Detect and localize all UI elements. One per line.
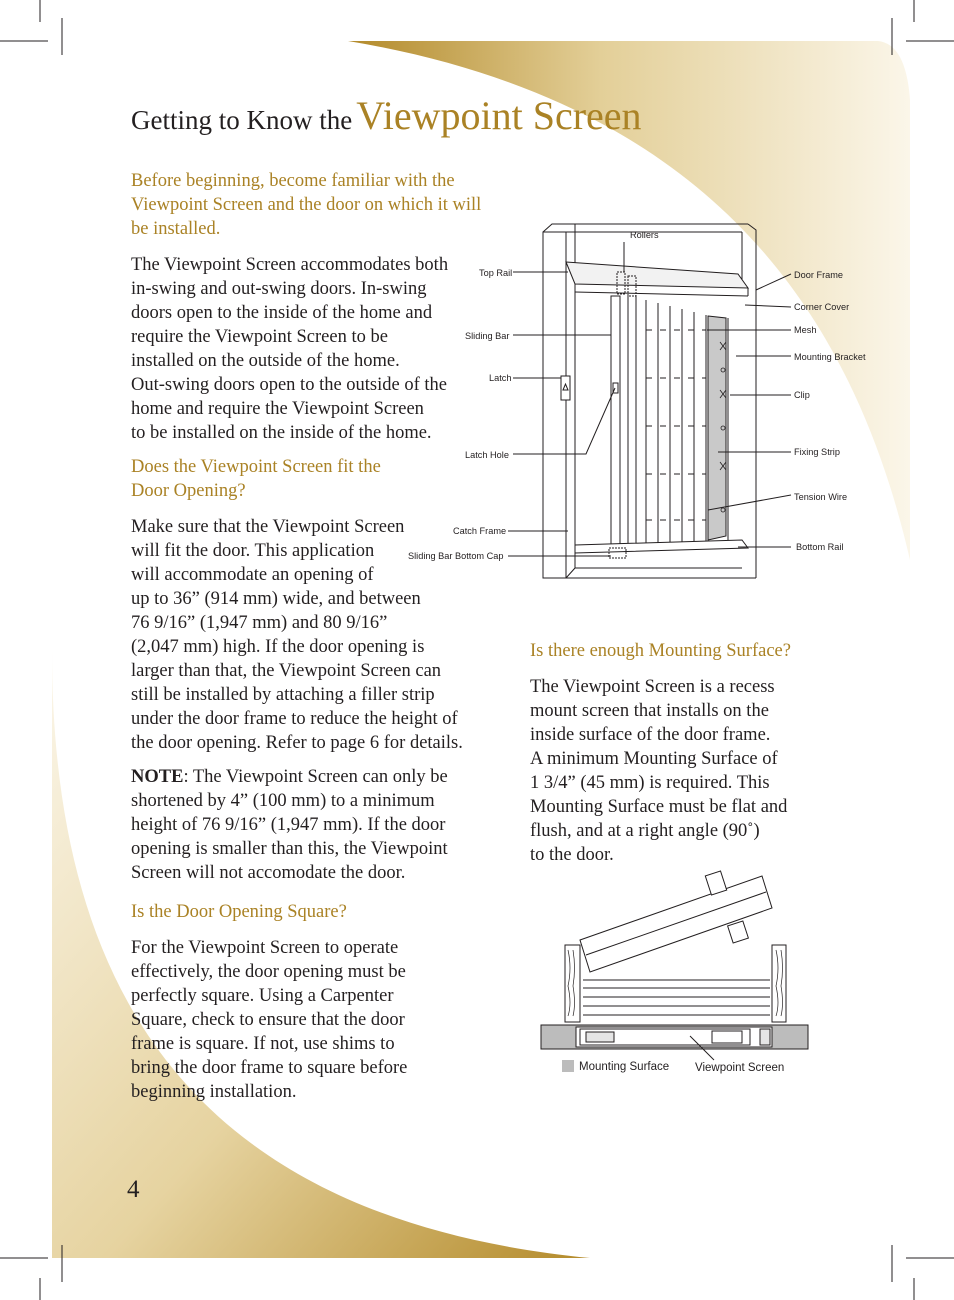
text-line: perfectly square. Using a Carpenter xyxy=(131,986,394,1006)
text-line: doors open to the inside of the home and xyxy=(131,303,433,323)
label-viewpoint-screen: Viewpoint Screen xyxy=(695,1062,785,1074)
label-corner-cover: Corner Cover xyxy=(794,302,850,312)
text-line: home and require the Viewpoint Screen xyxy=(131,399,424,419)
text-line: Square, check to ensure that the door xyxy=(131,1010,405,1030)
text-line: up to 36” (914 mm) wide, and between xyxy=(131,589,421,609)
label-top-rail: Top Rail xyxy=(479,268,513,278)
label-mounting-bracket: Mounting Bracket xyxy=(794,352,866,362)
note-label: NOTE xyxy=(131,767,184,787)
label-mesh: Mesh xyxy=(794,325,817,335)
text-line: 76 9/16” (1,947 mm) and 80 9/16” xyxy=(131,613,388,633)
label-bottom-rail: Bottom Rail xyxy=(796,542,844,552)
text-line: flush, and at a right angle (90˚) xyxy=(530,821,760,841)
heading-square: Is the Door Opening Square? xyxy=(131,902,347,922)
heading-mounting: Is there enough Mounting Surface? xyxy=(530,641,791,661)
text-line: larger than that, the Viewpoint Screen can xyxy=(131,661,442,681)
text-line: effectively, the door opening must be xyxy=(131,962,406,982)
text-line: A minimum Mounting Surface of xyxy=(530,749,778,769)
text-line: (2,047 mm) high. If the door opening is xyxy=(131,637,425,657)
text-line: under the door frame to reduce the height of xyxy=(131,709,458,729)
title-prefix: Getting to Know the xyxy=(131,105,353,135)
text-line: require the Viewpoint Screen to be xyxy=(131,327,388,347)
label-sliding-bar-bottom-cap: Sliding Bar Bottom Cap xyxy=(408,551,504,561)
label-rollers: Rollers xyxy=(630,230,659,240)
text-line: 1 3/4” (45 mm) is required. This xyxy=(530,773,770,793)
text-line: inside surface of the door frame. xyxy=(530,725,771,745)
text-line: to the door. xyxy=(530,845,614,865)
title-main: Viewpoint Screen xyxy=(356,93,642,138)
text-line: frame is square. If not, use shims to xyxy=(131,1034,395,1054)
text-line: the door opening. Refer to page 6 for details. xyxy=(131,733,463,753)
label-latch: Latch xyxy=(489,373,512,383)
text-line: mount screen that installs on the xyxy=(530,701,769,721)
text-line: bring the door frame to square before xyxy=(131,1058,408,1078)
text-line: Out-swing doors open to the outside of the xyxy=(131,375,447,395)
intro-text: Before beginning, become familiar with the Viewpoint Screen and the door on which it will be installed. xyxy=(131,171,482,239)
note-first-line: : The Viewpoint Screen can only be xyxy=(183,767,448,787)
text-line: beginning installation. xyxy=(131,1082,297,1102)
text-line: installed on the outside of the home. xyxy=(131,351,400,371)
label-fixing-strip: Fixing Strip xyxy=(794,447,840,457)
text-line: will accommodate an opening of xyxy=(131,565,374,585)
text-line: The Viewpoint Screen accommodates both xyxy=(131,255,449,275)
heading-line: Door Opening? xyxy=(131,481,246,501)
text-line: in-swing and out-swing doors. In-swing xyxy=(131,279,427,299)
text-line: opening is smaller than this, the Viewpoint xyxy=(131,839,448,859)
label-clip: Clip xyxy=(794,390,810,400)
text-line: Screen will not accomodate the door. xyxy=(131,863,406,883)
label-sliding-bar: Sliding Bar xyxy=(465,331,510,341)
page-number: 4 xyxy=(127,1176,140,1203)
text-line: Mounting Surface must be flat and xyxy=(530,797,788,817)
label-door-frame: Door Frame xyxy=(794,270,844,280)
text-line: shortened by 4” (100 mm) to a minimum xyxy=(131,791,435,811)
label-catch-frame: Catch Frame xyxy=(453,526,507,536)
text-line: to be installed on the inside of the home. xyxy=(131,423,432,443)
text-line: height of 76 9/16” (1,947 mm). If the door xyxy=(131,815,446,835)
text-line: still be installed by attaching a filler strip xyxy=(131,685,435,705)
text-line: Make sure that the Viewpoint Screen xyxy=(131,517,405,537)
text-line: For the Viewpoint Screen to operate xyxy=(131,938,399,958)
text-line: will fit the door. This application xyxy=(131,541,375,561)
legend-mounting-surface: Mounting Surface xyxy=(579,1061,670,1073)
label-latch-hole: Latch Hole xyxy=(465,450,509,460)
text-line: The Viewpoint Screen is a recess xyxy=(530,677,775,697)
label-tension-wire: Tension Wire xyxy=(794,492,848,502)
heading-line: Does the Viewpoint Screen fit the xyxy=(131,457,381,477)
